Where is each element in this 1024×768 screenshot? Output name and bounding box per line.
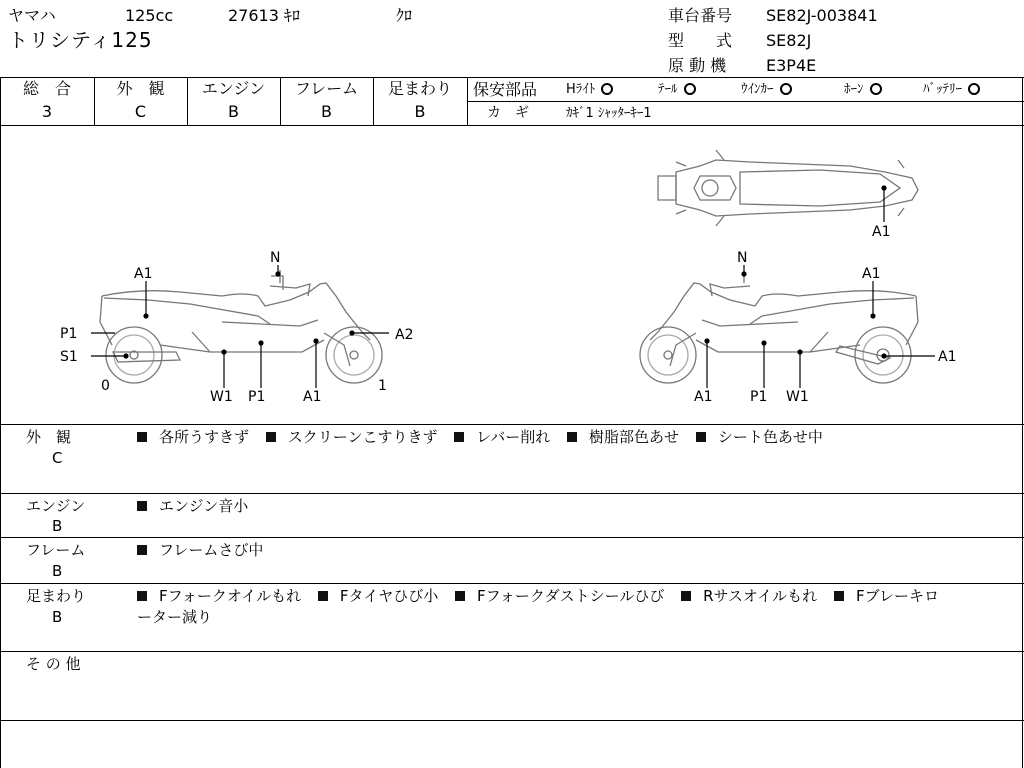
score-frame-label: フレーム xyxy=(294,79,359,98)
section-grade: B xyxy=(52,562,63,580)
section-items xyxy=(137,497,260,516)
square-bullet-icon xyxy=(266,432,276,442)
square-bullet-icon xyxy=(567,432,577,442)
remark: スクリーンこすりきず xyxy=(287,428,438,446)
score-engine-label: エンジン xyxy=(201,79,266,98)
square-bullet-icon xyxy=(455,591,465,601)
safety-item-horn xyxy=(844,81,882,98)
safety-parts-label: 保安部品 xyxy=(473,80,538,99)
marker-p1-left-bottom: P1 xyxy=(248,389,266,405)
frame-number: SE82J-003841 xyxy=(766,6,878,25)
score-frame-value: B xyxy=(321,102,332,121)
marker-a1-left-bottom: A1 xyxy=(303,389,322,405)
safety-item-winker xyxy=(741,81,792,98)
ok-circle-icon xyxy=(968,83,980,95)
score-suspension-label: 足まわり xyxy=(387,79,452,98)
ok-circle-icon xyxy=(870,83,882,95)
ok-circle-icon xyxy=(601,83,613,95)
square-bullet-icon xyxy=(137,501,147,511)
section-title: 足まわり xyxy=(26,587,87,605)
marker-p1-right-bottom: P1 xyxy=(750,389,768,405)
score-overall-label: 総 合 xyxy=(22,79,71,98)
section-items xyxy=(137,541,275,560)
square-bullet-icon xyxy=(137,591,147,601)
section-title: そ の 他 xyxy=(26,655,81,673)
remark: Fフォークダストシールひび xyxy=(477,587,665,605)
damage-diagram xyxy=(0,126,1022,424)
remark: フレームさび中 xyxy=(159,541,264,559)
score-exterior-label: 外 観 xyxy=(116,79,165,98)
divider xyxy=(467,101,1024,102)
model-type-label: 型 式 xyxy=(668,31,733,50)
marker-n-left: N xyxy=(270,250,281,266)
marker-a1-right-top: A1 xyxy=(862,266,881,282)
section-items xyxy=(137,428,835,447)
maker-name: ヤマハ xyxy=(8,6,56,25)
square-bullet-icon xyxy=(318,591,328,601)
engine-type-label: 原 動 機 xyxy=(668,56,727,75)
section-items xyxy=(137,587,951,606)
top-damage-markers xyxy=(882,186,886,222)
remark: エンジン音小 xyxy=(159,497,249,515)
square-bullet-icon xyxy=(454,432,464,442)
marker-p1-left: P1 xyxy=(60,326,78,342)
square-bullet-icon xyxy=(137,545,147,555)
section-title: エンジン xyxy=(26,497,86,515)
divider xyxy=(0,720,1024,721)
key-value: ｶｷﾞ1 ｼｬｯﾀｰｷｰ1 xyxy=(566,106,652,121)
marker-s1-left: S1 xyxy=(60,349,78,365)
scooter-right-side-view xyxy=(640,270,918,383)
marker-n-right: N xyxy=(737,250,748,266)
safety-item-battery xyxy=(923,81,980,98)
score-overall-value: 3 xyxy=(41,102,53,121)
scooter-left-side-view xyxy=(100,270,382,383)
score-exterior-value: C xyxy=(134,102,147,121)
right-damage-markers xyxy=(705,265,935,388)
section-grade: B xyxy=(52,608,63,626)
scooter-top-view xyxy=(658,150,918,226)
ok-circle-icon xyxy=(684,83,696,95)
safety-item-headlight xyxy=(566,81,613,98)
displacement: 125cc xyxy=(125,6,174,25)
divider xyxy=(467,77,468,125)
square-bullet-icon xyxy=(696,432,706,442)
model-type: SE82J xyxy=(766,31,812,50)
divider xyxy=(0,537,1024,538)
marker-a1-right-side: A1 xyxy=(938,349,957,365)
remark: Rサスオイルもれ xyxy=(703,587,818,605)
engine-type: E3P4E xyxy=(766,56,817,75)
safety-item-label: ｳｲﾝｶｰ xyxy=(741,82,774,97)
remark: 樹脂部色あせ xyxy=(589,428,680,446)
safety-item-label: Hﾗｲﾄ xyxy=(566,82,596,97)
marker-a1-right-bottom: A1 xyxy=(694,389,713,405)
remark: 各所うすきず xyxy=(159,428,250,446)
remark-continuation: ーター減り xyxy=(137,608,213,626)
section-grade: C xyxy=(52,449,63,467)
divider xyxy=(0,583,1024,584)
remark: シート色あせ中 xyxy=(717,428,823,446)
marker-w1-right-bottom: W1 xyxy=(786,389,809,405)
divider xyxy=(0,493,1024,494)
body-color: ｸﾛ xyxy=(396,6,413,25)
safety-item-label: ﾊﾞｯﾃﾘｰ xyxy=(923,82,962,97)
divider xyxy=(1022,77,1023,768)
divider xyxy=(0,424,1024,425)
frame-number-label: 車台番号 xyxy=(668,6,733,25)
key-label: カ ギ xyxy=(487,105,529,121)
marker-a1-left-top: A1 xyxy=(134,266,153,282)
divider xyxy=(0,77,1024,78)
wheel-front-label: 0 xyxy=(101,378,110,394)
wheel-rear-label: 1 xyxy=(378,378,387,394)
remark: レバー削れ xyxy=(476,428,551,446)
section-title: 外 観 xyxy=(26,428,72,446)
safety-item-label: ﾎｰﾝ xyxy=(844,82,864,97)
square-bullet-icon xyxy=(681,591,691,601)
mileage: 27613 ｷﾛ xyxy=(228,6,300,25)
square-bullet-icon xyxy=(137,432,147,442)
safety-item-label: ﾃｰﾙ xyxy=(658,82,678,97)
remark: Fタイヤひび小 xyxy=(339,587,439,605)
score-suspension-value: B xyxy=(414,102,426,121)
safety-item-taillight xyxy=(658,81,696,98)
square-bullet-icon xyxy=(834,591,844,601)
section-grade: B xyxy=(52,517,63,535)
marker-a2-left: A2 xyxy=(395,327,414,343)
marker-a1-top-view: A1 xyxy=(872,224,891,240)
section-title: フレーム xyxy=(26,541,86,559)
remark: Fブレーキロ xyxy=(855,587,939,605)
remark: Fフォークオイルもれ xyxy=(159,587,302,605)
scooter-left-handlebar xyxy=(271,276,283,290)
model-name: トリシティ125 xyxy=(8,28,153,52)
divider xyxy=(0,651,1024,652)
ok-circle-icon xyxy=(780,83,792,95)
score-engine-value: B xyxy=(228,102,239,121)
marker-w1-left: W1 xyxy=(210,389,233,405)
